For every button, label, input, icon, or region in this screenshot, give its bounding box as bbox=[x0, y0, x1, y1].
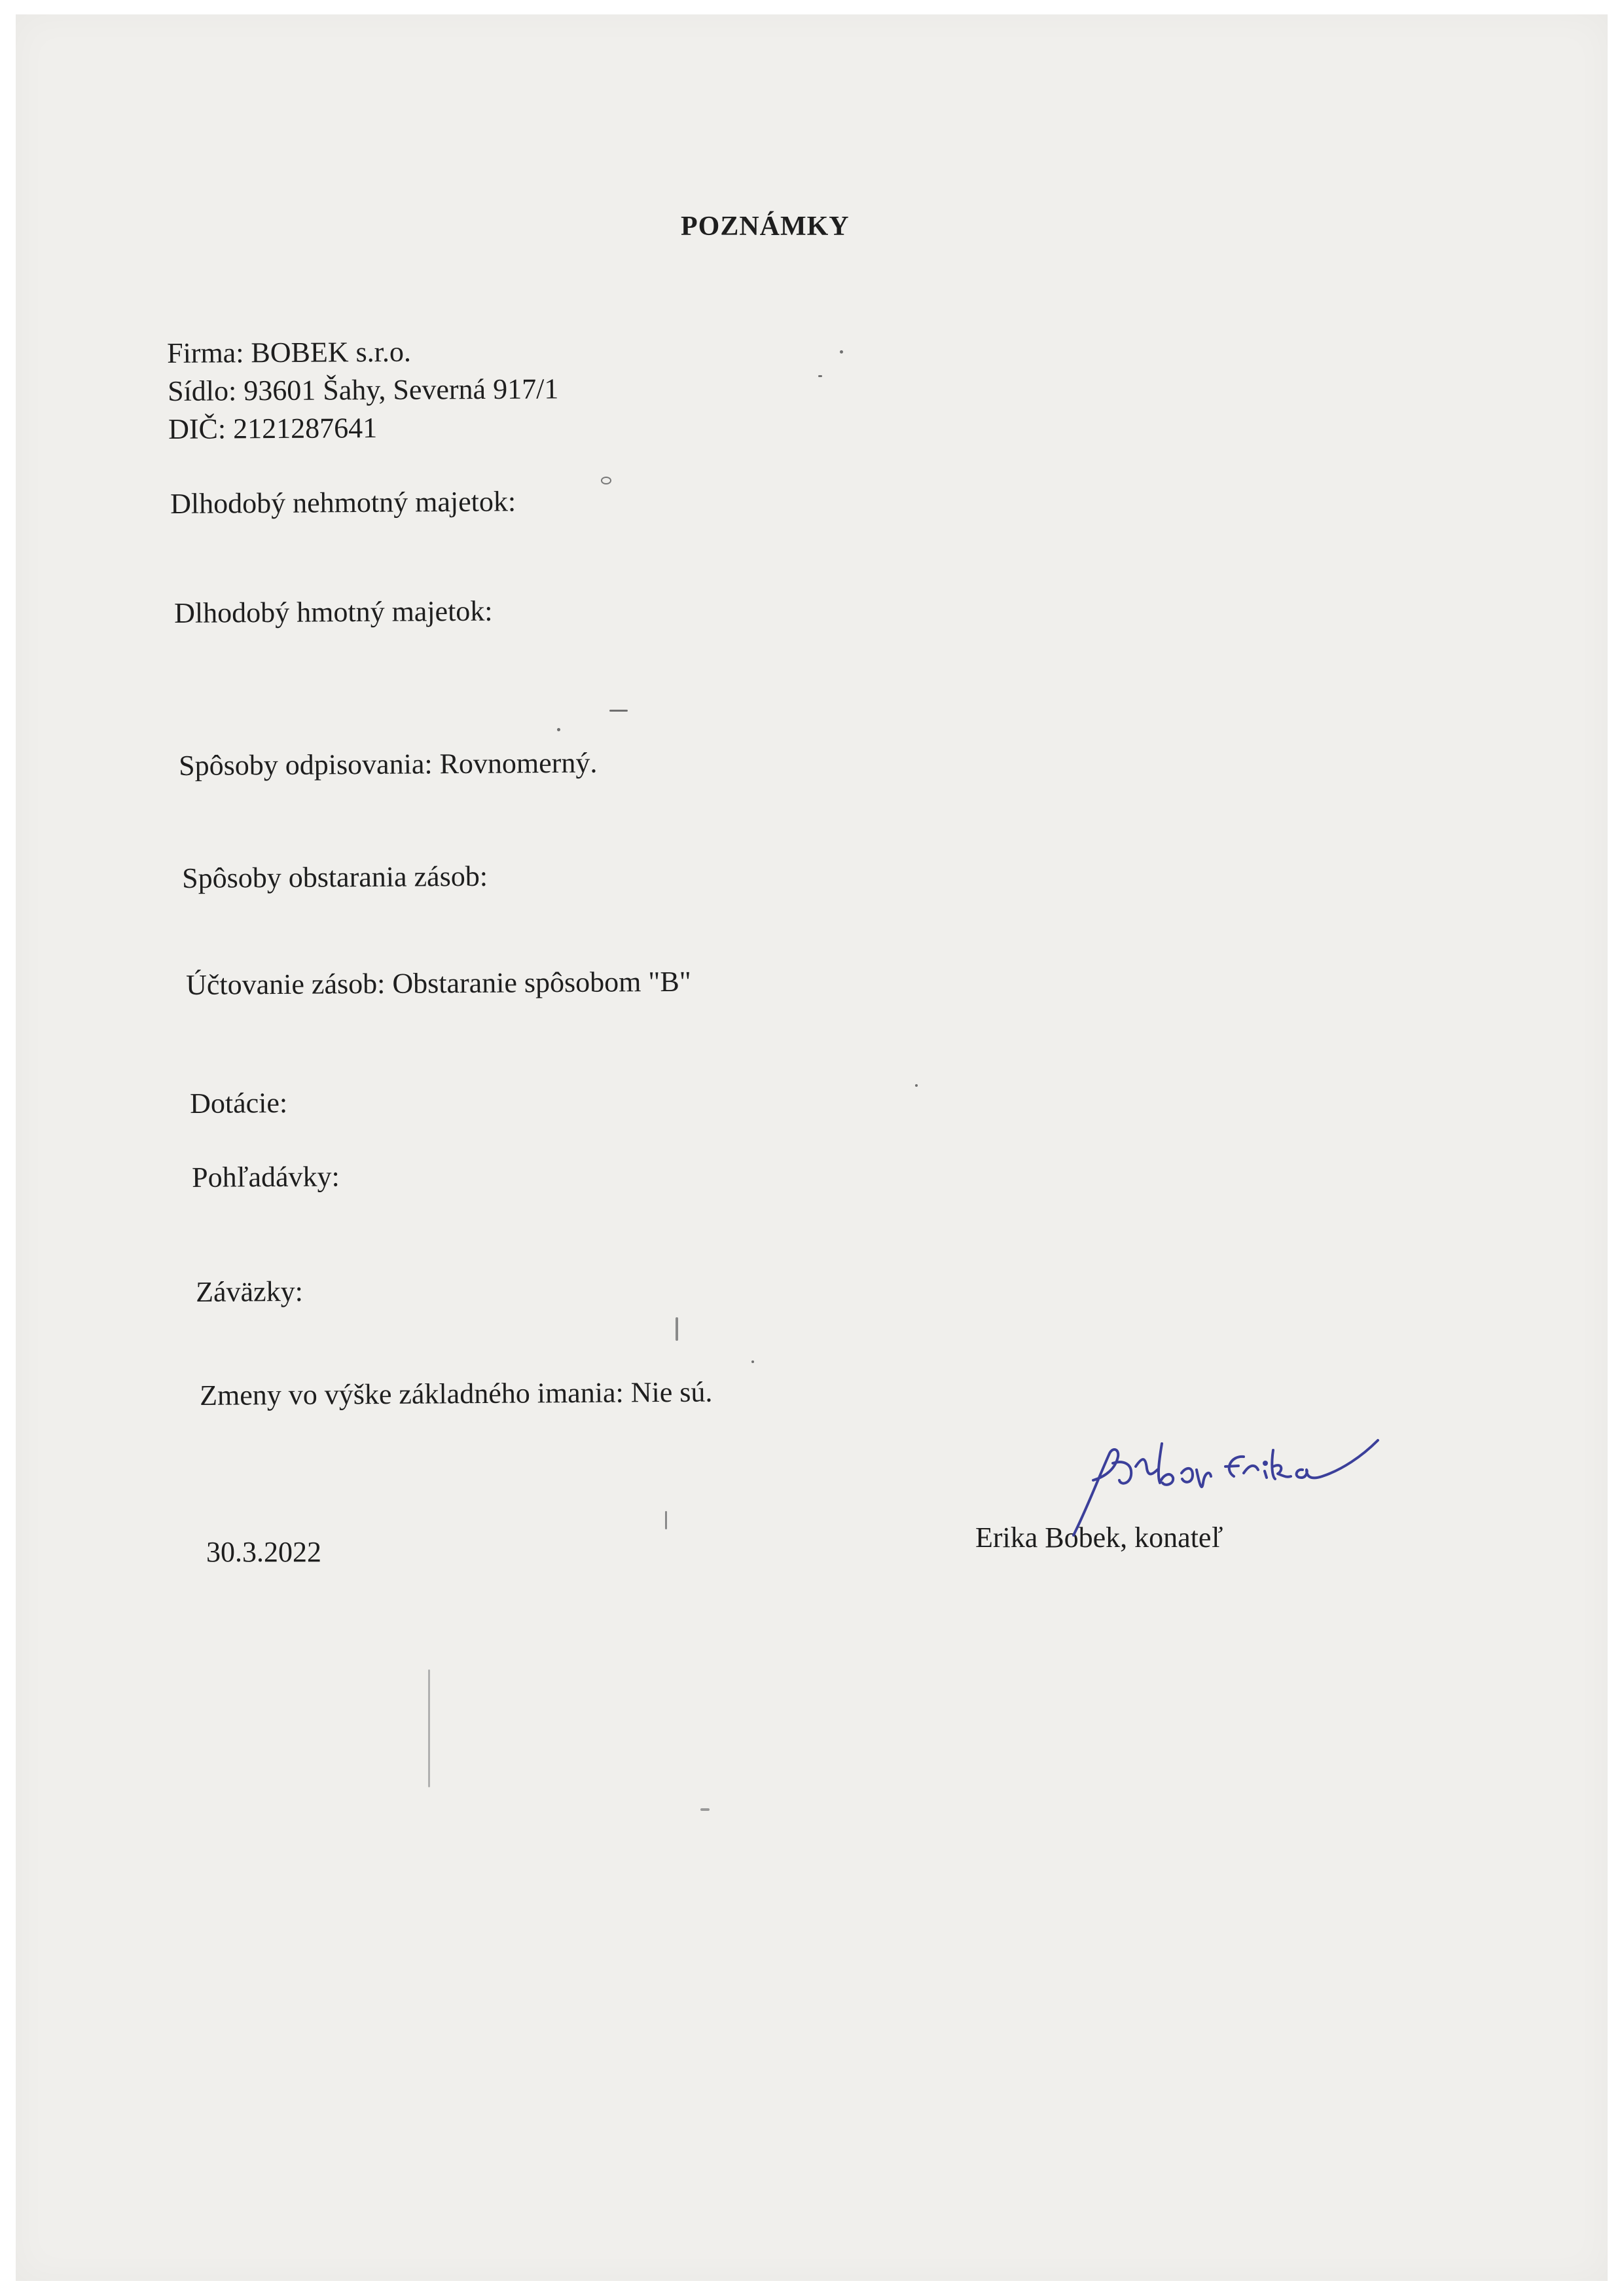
section-inventory-acquisition: Spôsoby obstarania zásob: bbox=[181, 860, 488, 894]
section-liabilities: Záväzky: bbox=[195, 1275, 304, 1308]
scan-speck bbox=[840, 350, 843, 354]
scan-speck bbox=[915, 1084, 918, 1087]
section-depreciation: Spôsoby odpisovania: Rovnomerný. bbox=[178, 746, 598, 782]
section-intangible-assets: Dlhodobý nehmotný majetok: bbox=[170, 485, 516, 520]
document-date: 30.3.2022 bbox=[206, 1536, 321, 1568]
scan-speck bbox=[676, 1317, 678, 1341]
scan-speck bbox=[665, 1511, 667, 1529]
handwritten-signature bbox=[1047, 1437, 1388, 1542]
section-receivables: Pohľadávky: bbox=[191, 1160, 340, 1194]
section-inventory-accounting: Účtovanie zásob: Obstaranie spôsobom "B" bbox=[185, 965, 691, 1001]
scan-speck bbox=[428, 1669, 430, 1787]
page-title: POZNÁMKY bbox=[681, 211, 850, 242]
scan-speck bbox=[557, 728, 560, 731]
company-name: Firma: BOBEK s.r.o. bbox=[166, 335, 412, 369]
scan-speck bbox=[609, 710, 628, 712]
section-capital-changes: Zmeny vo výške základného imania: Nie sú. bbox=[199, 1376, 713, 1412]
signatory-name: Erika Bobek, konateľ bbox=[975, 1522, 1223, 1554]
section-tangible-assets: Dlhodobý hmotný majetok: bbox=[173, 594, 493, 629]
scan-speck bbox=[700, 1808, 710, 1811]
company-tax-id: DIČ: 2121287641 bbox=[168, 412, 378, 445]
scan-speck bbox=[601, 477, 611, 484]
company-seat: Sídlo: 93601 Šahy, Severná 917/1 bbox=[167, 373, 559, 407]
section-subsidies: Dotácie: bbox=[189, 1086, 288, 1120]
scan-speck bbox=[818, 375, 822, 377]
scan-speck bbox=[751, 1360, 754, 1363]
